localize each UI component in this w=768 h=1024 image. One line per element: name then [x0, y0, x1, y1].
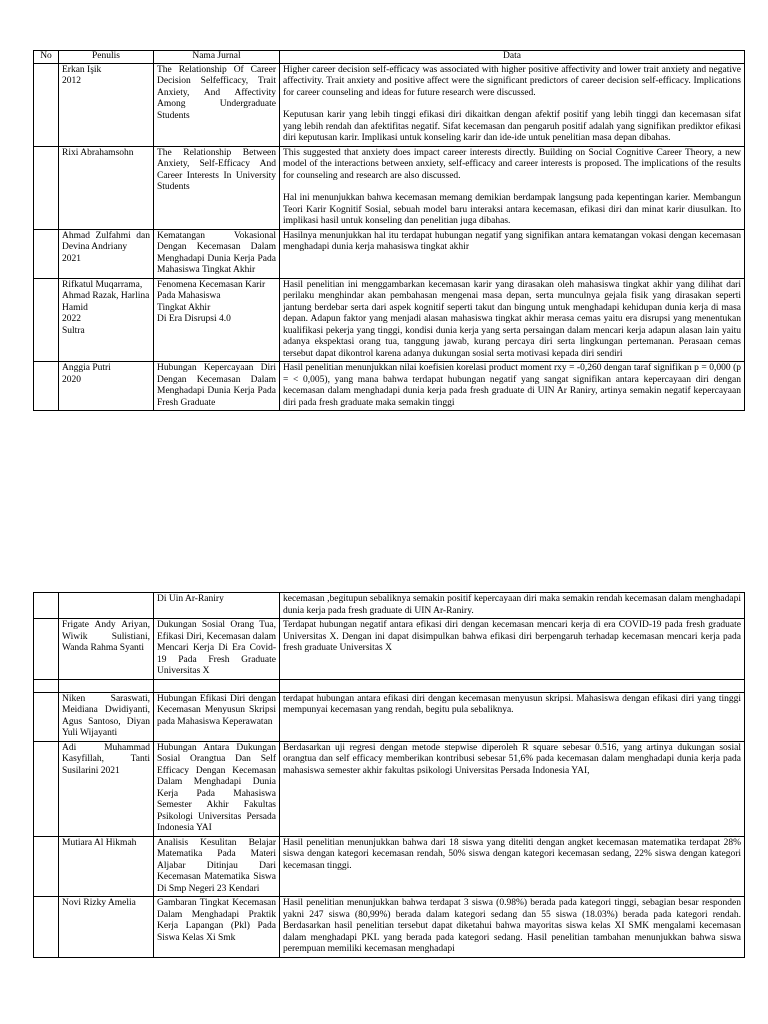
author-cell	[59, 593, 154, 619]
literature-table-page-1	[33, 50, 745, 411]
table-row	[34, 619, 745, 680]
table-row	[34, 362, 745, 411]
header-data: Data	[280, 51, 745, 64]
row-number	[34, 229, 59, 278]
author-cell: Rixi Abrahamsohn	[59, 146, 154, 229]
row-number	[34, 679, 59, 692]
journal-title-cell: Analisis Kesulitan Belajar Matematika Pada Materi Aljabar Ditinjau Dari Kecemasan Matematika Siswa Di Smp Negeri 23 Kendari	[154, 836, 280, 897]
author-cell: Mutiara Al Hikmah	[59, 836, 154, 897]
table-row	[34, 63, 745, 146]
data-text: Hasil penelitian menunjukkan nilai koefisien korelasi product moment rxy = -0,260 dengan taraf signifikan p = 0,000 (p = < 0,005), yang mana bahwa terdapat hubungan negatif yang sangat signifikan antara kepercayaan diri dengan kecemasan dalam menghadapi dunia kerja pada fresh graduate di UIN Ar Raniry, artinya semakin negatif kepercayaan diri pada fresh graduate maka semakin tinggi	[283, 363, 741, 408]
author-cell: Anggia Putri 2020	[59, 362, 154, 411]
header-author: Penulis	[59, 51, 154, 64]
journal-title-cell: Fenomena Kecemasan Karir Pada Mahasiswa Tingkat Akhir Di Era Disrupsi 4.0	[154, 278, 280, 362]
data-cell: Hasil penelitian menunjukkan bahwa dari 18 siswa yang diteliti dengan angket kecemasan matematika terdapat 28% siswa dengan kategori kecemasan rendah, 50% siswa dengan kategori kecemasan sedang, 22% siswa dengan kategori kecemasan tinggi.	[280, 836, 745, 897]
row-number	[34, 593, 59, 619]
data-cell: Berdasarkan uji regresi dengan metode stepwise diperoleh R square sebesar 0.516, yang artinya dukungan sosial orangtua dan self efficacy memberikan kontribusi sebesar 51,6% pada kecemasan dalam menghadapi dunia kerja pada mahasiswa semester akhir fakultas psikologi Universitas Persada Indonesia YAI,	[280, 741, 745, 836]
header-no: No	[34, 51, 59, 64]
data-text: Hasilnya menunjukkan hal itu terdapat hubungan negatif yang signifikan antara kematangan vokasi dengan kecemasan menghadapi dunia kerja mahasiswa tingkat akhir	[283, 230, 741, 252]
journal-title-cell: Di Uin Ar-Raniry	[154, 593, 280, 619]
data-cell	[280, 679, 745, 692]
row-number	[34, 836, 59, 897]
table-row	[34, 146, 745, 229]
data-cell: Terdapat hubungan negatif antara efikasi diri dengan kecemasan mencari kerja di era COVID-19 pada fresh graduate Universitas X. Dengan ini dapat disimpulkan bahwa efikasi diri berpengaruh terhadap kecemasan mencari kerja pada fresh graduate Universitas X	[280, 619, 745, 680]
row-number	[34, 619, 59, 680]
author-cell: Ahmad Zulfahmi dan Devina Andriany 2021	[59, 229, 154, 278]
table-row	[34, 897, 745, 958]
author-cell	[59, 679, 154, 692]
journal-title-cell: Dukungan Sosial Orang Tua, Efikasi Diri, Kecemasan dalam Mencari Kerja Di Era Covid-19 Pada Fresh Graduate Universitas X	[154, 619, 280, 680]
table-row	[34, 836, 745, 897]
data-cell: kecemasan ,begitupun sebaliknya semakin positif kepercayaan diri maka semakin rendah kecemasan dalam menghadapi dunia kerja pada fresh graduate di UIN Ar-Raniry.	[280, 593, 745, 619]
data-indonesian: Keputusan karir yang lebih tinggi efikasi diri dikaitkan dengan afektif positif yang lebih tinggi dan kecemasan sifat yang lebih rendah dan afektifitas negatif. Sifat kecemasan dan pengaruh positif adalah yang signifikan prediktor efikasi diri keputusan karir. Implikasi untuk konseling karir dan ide-ide untuk penelitian masa depan dibahas.	[283, 110, 741, 143]
row-number	[34, 278, 59, 362]
journal-title-cell: Hubungan Antara Dukungan Sosial Orangtua Dan Self Efficacy Dengan Kecemasan Dalam Menghadapi Dunia Kerja Pada Mahasiswa Semester Akhir Fakultas Psikologi Universitas Persada Indonesia YAI	[154, 741, 280, 836]
journal-title-cell	[154, 679, 280, 692]
author-cell: Novi Rizky Amelia	[59, 897, 154, 958]
data-indonesian: Hal ini menunjukkan bahwa kecemasan memang demikian berdampak langsung pada kepentingan karier. Membangun Teori Karir Kognitif Sosial, sebuah model baru interaksi antara kecemasan, efikasi diri dan minat karir diusulkan. Ito implikasi hasil untuk konseling dan penelitian juga dibahas.	[283, 193, 741, 226]
row-number	[34, 146, 59, 229]
data-cell	[280, 278, 745, 362]
table-row	[34, 229, 745, 278]
header-journal: Nama Jurnal	[154, 51, 280, 64]
journal-title-cell: Gambaran Tingkat Kecemasan Dalam Menghadapi Praktik Kerja Lapangan (Pkl) Pada Siswa Kelas Xi Smk	[154, 897, 280, 958]
row-number	[34, 897, 59, 958]
data-cell	[280, 229, 745, 278]
data-english: Higher career decision self-efficacy was associated with higher positive affectivity and lower trait anxiety and negative affectivity. Trait anxiety and positive affect were the significant predictors of career decision self-efficacy. Implications for career counseling and ideas for future research were discussed.	[283, 64, 741, 98]
data-cell	[280, 63, 745, 146]
table-row	[34, 278, 745, 362]
author-cell: Adi Muhammad Kasyfillah, Tanti Susilarini 2021	[59, 741, 154, 836]
journal-title-cell: Hubungan Kepercayaan Diri Dengan Kecemasan Dalam Menghadapi Dunia Kerja Pada Fresh Graduate	[154, 362, 280, 411]
journal-title-cell: Kematangan Vokasional Dengan Kecemasan Dalam Menghadapi Dunia Kerja Pada Mahasiswa Tingkat Akhir	[154, 229, 280, 278]
author-cell: Frigate Andy Ariyan, Wiwik Sulistiani, Wanda Rahma Syanti	[59, 619, 154, 680]
author-cell: Rifkatul Muqarrama, Ahmad Razak, Harlina Hamid 2022 Sultra	[59, 278, 154, 362]
row-number	[34, 362, 59, 411]
row-number	[34, 692, 59, 741]
data-cell: terdapat hubungan antara efikasi diri dengan kecemasan menyusun skripsi. Mahasiswa dengan efikasi diri yang tinggi mempunyai kecemasan yang rendah, begitu pula sebaliknya.	[280, 692, 745, 741]
data-cell	[280, 362, 745, 411]
data-english: This suggested that anxiety does impact career interests directly. Building on Social Cognitive Career Theory, a new model of the interactions between anxiety, self-efficacy and career interests is proposed. The implications of the results for counseling and research are also discussed.	[283, 147, 741, 181]
table-row	[34, 741, 745, 836]
author-cell: Niken Saraswati, Meidiana Dwidiyanti, Agus Santoso, Diyan Yuli Wijayanti	[59, 692, 154, 741]
row-number	[34, 63, 59, 146]
journal-title-cell: The Relationship Between Anxiety, Self-Efficacy And Career Interests In University Students	[154, 146, 280, 229]
row-number	[34, 741, 59, 836]
literature-table-page-2	[33, 592, 745, 958]
table-row-empty	[34, 679, 745, 692]
journal-title-cell: Hubungan Efikasi Diri dengan Kecemasan Menyusun Skripsi pada Mahasiswa Keperawatan	[154, 692, 280, 741]
table-row	[34, 692, 745, 741]
data-text: Hasil penelitian ini menggambarkan kecemasan karir yang dirasakan oleh mahasiswa tingkat akhir yang dilihat dari perilaku menghindar akan pembahasan mengenai masa depan, serta munculnya gejala fisik yang dirasakan seperti jantung berdebar serta dari aspek kognitif seperti takut dan bingung untuk menghadapi kehidupan dunia kerja di masa depan. Adapun faktor yang menjadi alasan mahasiswa tingkat akhir merasa cemas yaitu era disrupsi yang menentukan kualifikasi pekerja yang tinggi, kondisi dunia kerja yang serta persaingan dalam mencari kerja adapun alasan lain yaitu adanya ekspektasi orang tua, tanggung jawab, kurang percaya diri serta lingkungan pertemanan. Perasaan cemas tersebut dapat dikontrol karena adanya dukungan sosial serta motivasi kepada diri sendiri	[283, 279, 741, 359]
table-header-row	[34, 51, 745, 64]
journal-title-cell: The Relationship Of Career Decision Selfefficacy, Trait Anxiety, And Affectivity Among Undergraduate Students	[154, 63, 280, 146]
table-row	[34, 593, 745, 619]
data-cell: Hasil penelitian menunjukkan bahwa terdapat 3 siswa (0.98%) berada pada kategori tinggi, sebagian besar responden yakni 247 siswa (80,99%) berada dalam kategori sedang dan 55 siswa (18.03%) berada pada kategori rendah. Berdasarkan hasil penelitian tersebut dapat diketahui bahwa mayoritas siswa kelas XI SMK mengalami kecemasan dalam menghadapi PKL yang berada pada kategori sedang. Hasil penelitian tambahan menunjukkan bahwa siswa perempuan memiliki kecemasan menghadapi	[280, 897, 745, 958]
author-cell: Erkan Işik 2012	[59, 63, 154, 146]
data-cell	[280, 146, 745, 229]
